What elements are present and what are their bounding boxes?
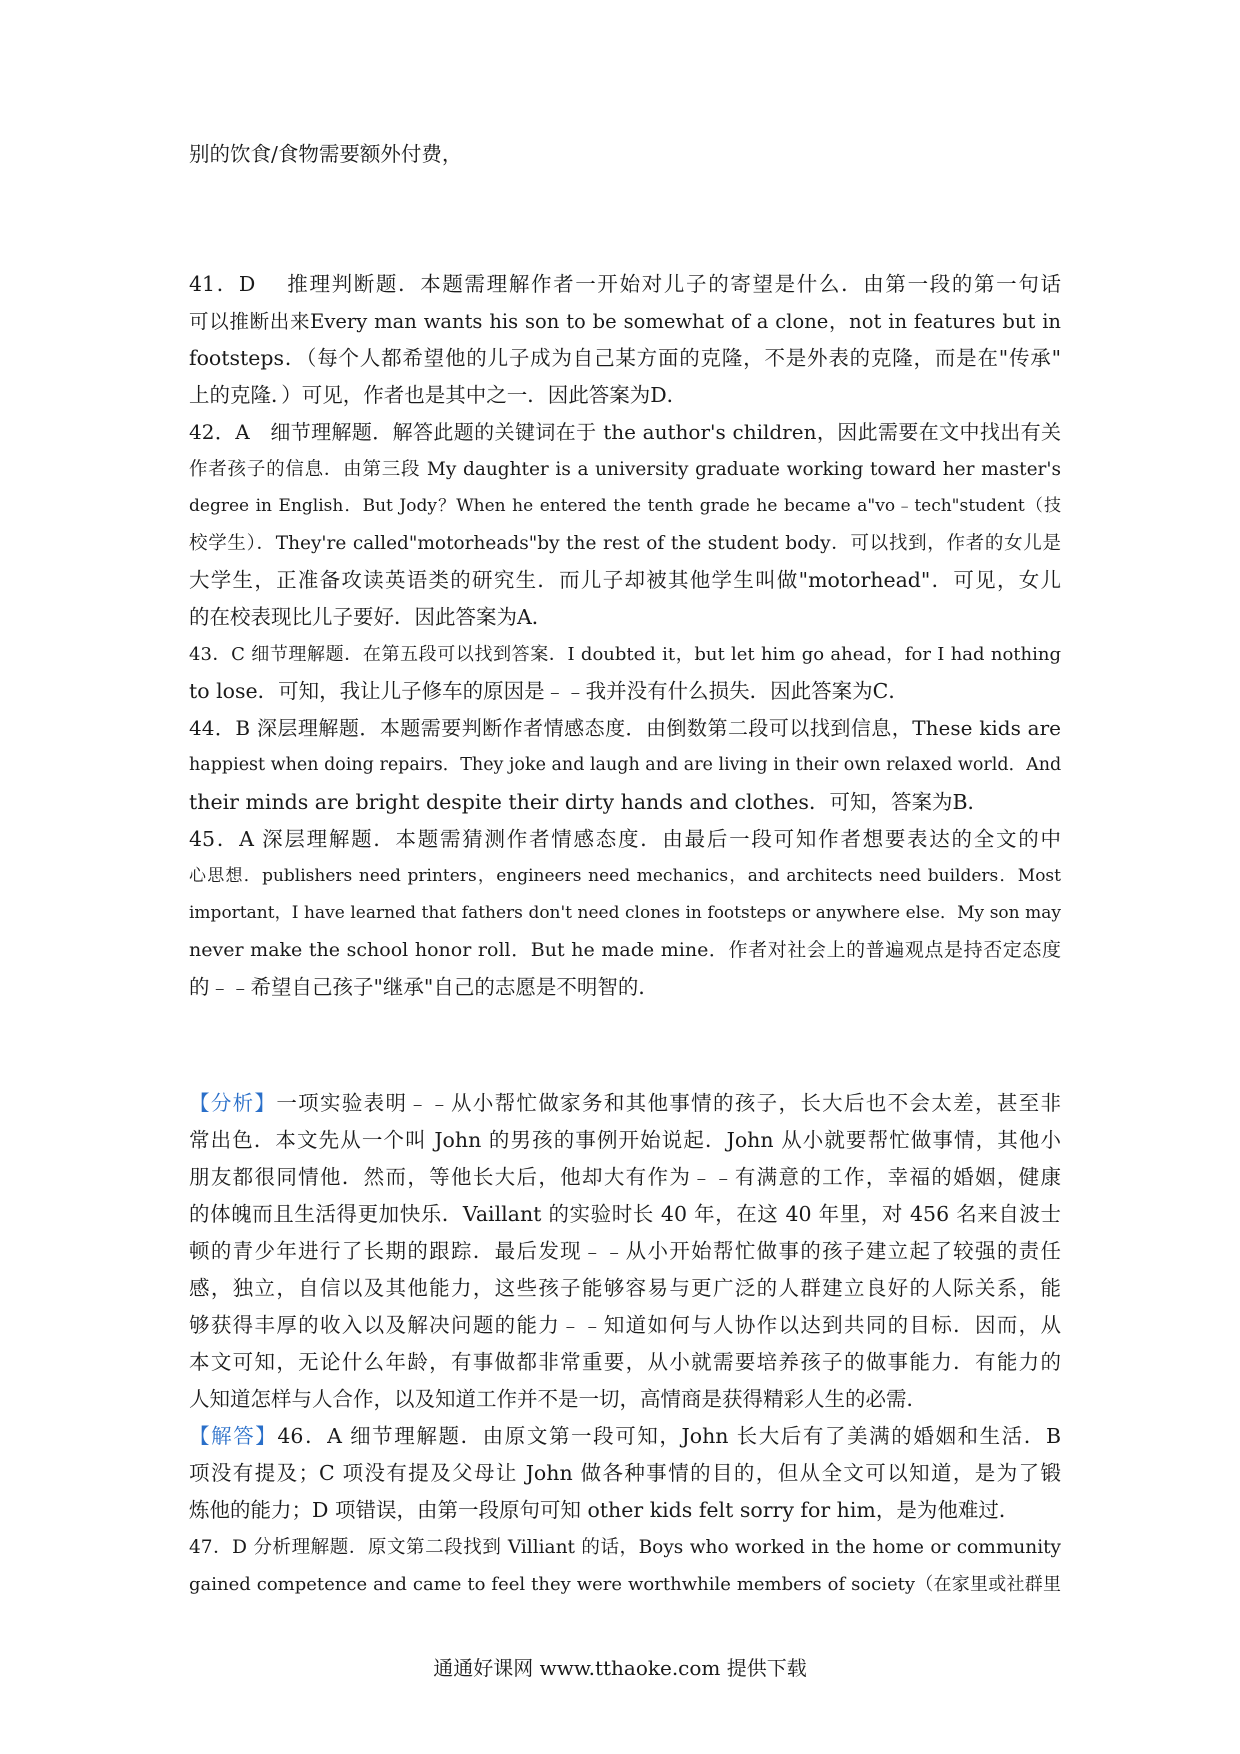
analysis-line-2: 常出色．本文先从一个叫 John 的男孩的事例开始说起．John 从小就要帮忙做事情，其他小 xyxy=(189,1128,1061,1152)
analysis-tag: 【分析】 xyxy=(189,1091,277,1115)
solution-line-4: 47．D 分析理解题．原文第二段找到 Villiant 的话，Boys who worked in the home or community xyxy=(189,1537,1061,1558)
analysis-line-4: 的体魄而且生活得更加快乐．Vaillant 的实验时长 40 年，在这 40 年里，对 456 名来自波士 xyxy=(189,1202,1061,1226)
solution-line-3: 炼他的能力；D 项错误，由第一段原句可知 other kids felt sorry for him，是为他难过． xyxy=(189,1498,1020,1522)
solution-line-2: 项没有提及；C 项没有提及父母让 John 做各种事情的目的，但从全文可以知道，是为了锻 xyxy=(189,1461,1061,1485)
answer-42-line-5: 大学生，正准备攻读英语类的研究生．而儿子却被其他学生叫做"motorhead"．可见，女儿 xyxy=(189,568,1061,592)
answer-42-line-6: 的在校表现比儿子要好．因此答案为A． xyxy=(189,605,553,629)
answer-41-line-1: 41．D 推理判断题．本题需理解作者一开始对儿子的寄望是什么．由第一段的第一句话 xyxy=(189,272,1061,296)
answer-44-line-1: 44．B 深层理解题．本题需要判断作者情感态度．由倒数第二段可以找到信息，These kids are xyxy=(189,716,1061,740)
answer-41-line-2: 可以推断出来Every man wants his son to be somewhat of a clone，not in features but in xyxy=(189,310,1061,333)
analysis-line-8: 本文可知，无论什么年龄，有事做都非常重要，从小就需要培养孩子的做事能力．有能力的 xyxy=(189,1350,1061,1374)
page-footer: 通通好课网 www.tthaoke.com 提供下载 xyxy=(433,1656,807,1680)
answer-41-line-4: 上的克隆．）可见，作者也是其中之一．因此答案为D． xyxy=(189,383,688,407)
top-fragment-line: 别的饮食/食物需要额外付费， xyxy=(189,142,463,166)
solution-line-5: gained competence and came to feel they were worthwhile members of society（在家里或社群里 xyxy=(189,1574,1061,1595)
analysis-text: 一项实验表明﹣﹣从小帮忙做家务和其他事情的孩子，长大后也不会太差，甚至非 xyxy=(276,1091,1061,1115)
answer-43-line-1: 43．C 细节理解题．在第五段可以找到答案．I doubted it，but let him go ahead，for I had nothing xyxy=(189,644,1061,665)
answer-45-line-1: 45．A 深层理解题．本题需猜测作者情感态度．由最后一段可知作者想要表达的全文的中 xyxy=(189,827,1061,851)
analysis-line-9: 人知道怎样与人合作，以及知道工作并不是一切，高情商是获得精彩人生的必需． xyxy=(189,1387,927,1411)
analysis-line-5: 顿的青少年进行了长期的跟踪．最后发现﹣﹣从小开始帮忙做事的孩子建立起了较强的责任 xyxy=(189,1239,1061,1263)
solution-text: 46．A 细节理解题．由原文第一段可知，John 长大后有了美满的婚姻和生活．B xyxy=(277,1424,1061,1448)
answer-42-line-4: 校学生）．They're called"motorheads"by the rest of the student body．可以找到，作者的女儿是 xyxy=(189,533,1061,554)
analysis-line-3: 朋友都很同情他．然而，等他长大后，他却大有作为﹣﹣有满意的工作，幸福的婚姻，健康 xyxy=(189,1165,1061,1189)
answer-45-line-3: important，I have learned that fathers don't need clones in footsteps or anywhere else．My son may xyxy=(189,903,1061,923)
analysis-line-6: 感，独立，自信以及其他能力，这些孩子能够容易与更广泛的人群建立良好的人际关系，能 xyxy=(189,1276,1061,1300)
analysis-line-1 xyxy=(189,1085,1061,1122)
answer-45-line-2: 心思想．publishers need printers，engineers need mechanics，and architects need builders．Most xyxy=(189,866,1061,886)
answer-42-line-3: degree in English．But Jody？When he entered the tenth grade he became a"vo﹣tech"student（技 xyxy=(189,496,1061,516)
solution-tag: 【解答】 xyxy=(189,1424,278,1448)
answer-44-line-3: their minds are bright despite their dirty hands and clothes．可知，答案为B． xyxy=(189,790,989,814)
answer-43-line-2: to lose．可知，我让儿子修车的原因是﹣﹣我并没有什么损失．因此答案为C． xyxy=(189,679,909,703)
answer-45-line-5: 的﹣﹣希望自己孩子"继承"自己的志愿是不明智的． xyxy=(189,975,659,999)
solution-line-1 xyxy=(189,1418,1061,1455)
answer-41-line-3: footsteps．（每个人都希望他的儿子成为自己某方面的克隆，不是外表的克隆，而是在"传承" xyxy=(189,346,1061,370)
answer-42-line-2: 作者孩子的信息．由第三段 My daughter is a university graduate working toward her master's xyxy=(189,459,1061,480)
answer-45-line-4: never make the school honor roll．But he made mine．作者对社会上的普遍观点是持否定态度 xyxy=(189,939,1061,961)
answer-42-line-1: 42．A 细节理解题．解答此题的关键词在于 the author's children，因此需要在文中找出有关 xyxy=(189,420,1061,444)
analysis-line-7: 够获得丰厚的收入以及解决问题的能力﹣﹣知道如何与人协作以达到共同的目标．因而，从 xyxy=(189,1313,1061,1337)
answer-44-line-2: happiest when doing repairs．They joke and laugh and are living in their own relaxed world．And xyxy=(189,755,1061,775)
